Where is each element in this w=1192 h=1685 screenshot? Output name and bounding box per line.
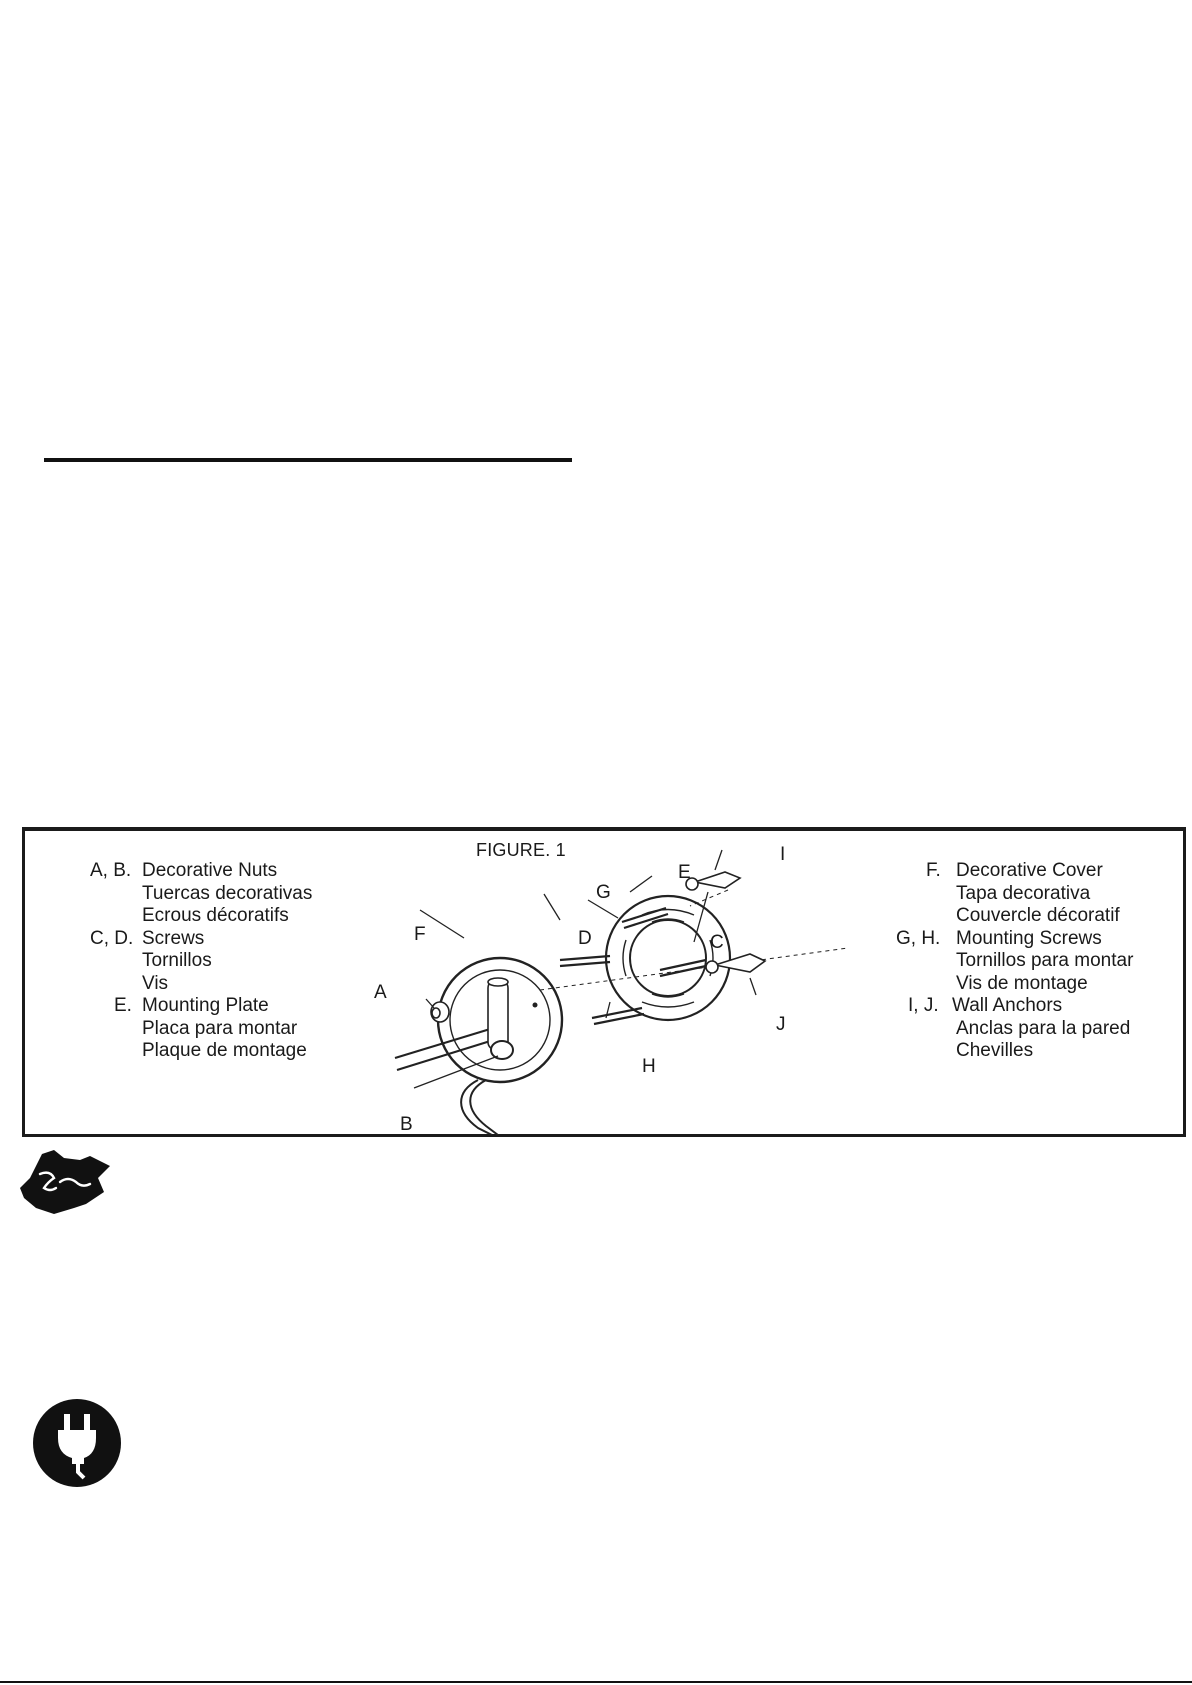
callout-g: G — [596, 882, 611, 903]
callout-e: E — [678, 862, 691, 883]
callout-d: D — [578, 928, 592, 949]
callout-c: C — [710, 932, 724, 953]
legend-line: Screws — [142, 927, 205, 949]
legend-line: Plaque de montage — [142, 1040, 307, 1061]
legend-line: Placa para montar — [142, 1017, 298, 1039]
hand-writing-icon — [20, 1148, 112, 1220]
callout-f: F — [414, 924, 426, 945]
mounting-plate — [540, 890, 848, 1024]
legend-key: C, D. — [90, 927, 134, 949]
legend-line: Wall Anchors — [952, 995, 1063, 1016]
legend-line: Decorative Nuts — [142, 860, 278, 881]
legend-line: Tornillos — [142, 950, 212, 971]
legend-line: Vis de montage — [956, 972, 1088, 994]
legend-line: Tuercas decorativas — [142, 882, 313, 904]
section-rule — [44, 458, 572, 462]
legend-line: Chevilles — [956, 1040, 1034, 1061]
legend-line: Couvercle décoratif — [956, 905, 1120, 926]
legend-line: Ecrous décoratifs — [142, 905, 289, 926]
legend-line: Mounting Screws — [956, 927, 1102, 949]
legend-line: Anclas para la pared — [956, 1017, 1131, 1039]
legend-line: Tornillos para montar — [956, 950, 1134, 971]
legend-key: I, J. — [908, 995, 939, 1016]
legend-line: Decorative Cover — [956, 860, 1103, 881]
electric-plug-icon — [32, 1398, 122, 1488]
callout-j: J — [776, 1014, 786, 1035]
decorative-cover-assembly — [395, 958, 562, 1135]
callout-h: H — [642, 1056, 656, 1077]
legend-key: E. — [114, 995, 132, 1016]
figure-title: FIGURE. 1 — [476, 840, 566, 860]
legend-line: Tapa decorativa — [956, 882, 1091, 904]
callout-b: B — [400, 1114, 413, 1135]
legend-key: A, B. — [90, 860, 132, 881]
page-bottom-rule — [0, 1681, 1192, 1683]
legend-line: Vis — [142, 972, 169, 994]
legend-key: G, H. — [896, 927, 941, 949]
callout-i: I — [780, 844, 786, 865]
callout-a: A — [374, 982, 387, 1003]
legend-key: F. — [926, 860, 941, 881]
mounting-diagram — [360, 830, 880, 1135]
legend-line: Mounting Plate — [142, 995, 269, 1016]
